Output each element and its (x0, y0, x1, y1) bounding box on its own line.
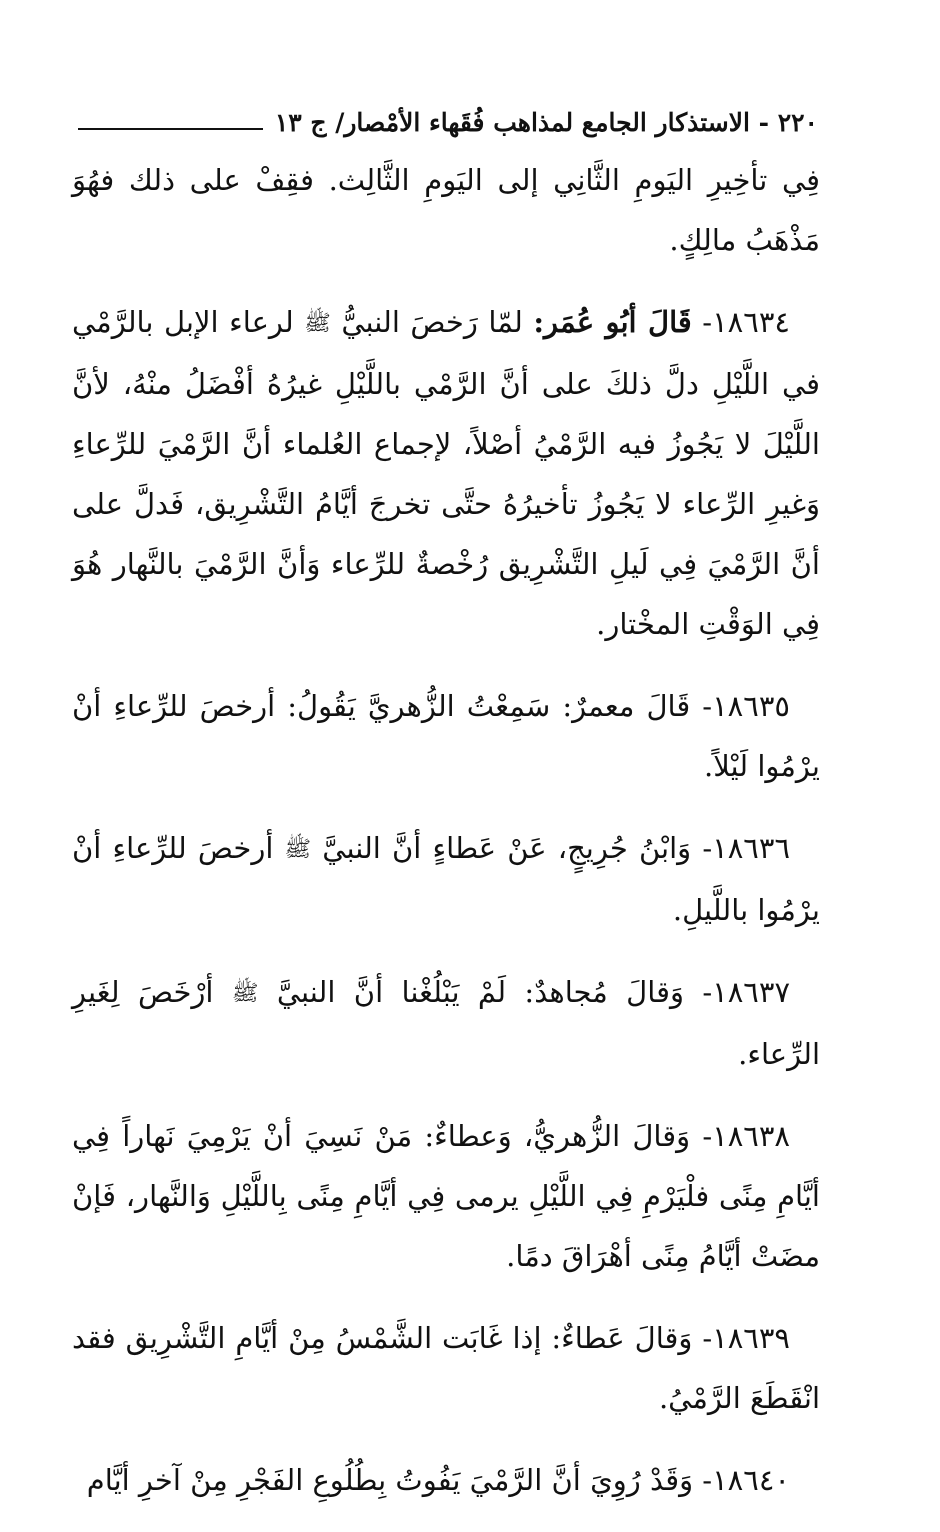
salutation-glyph: ﷺ (284, 837, 312, 862)
paragraph-text: وَابْنُ جُرِيجٍ، عَنْ عَطاءٍ أنَّ النبيَّ (322, 831, 692, 865)
paragraph-18637 (72, 962, 820, 1084)
header-rule (78, 128, 263, 130)
paragraph-text: وَقَدْ رُوِيَ أنَّ الرَّمْيَ يَفُوتُ بِطُلُوعِ الفَجْرِ مِنْ آخرِ أيَّام (86, 1463, 694, 1497)
paragraph-continuation (72, 150, 820, 270)
paragraph-number: ١٨٦٣٨- (702, 1119, 791, 1153)
salutation-glyph: ﷺ (304, 311, 331, 336)
running-title: ٢٢٠ - الاستذكار الجامع لمذاهب فُقَهاء الأمْصار/ ج ١٣ (274, 108, 818, 137)
paragraph-text: وَقالَ الزُّهريُّ، وَعطاءٌ: مَنْ نَسِيَ أنْ يَرْمِيَ نَهاراً فِي أيَّامِ مِنًى فلْيَرْمِ فِي اللَّيْلِ يرمى فِي أيَّامِ مِنًى بِاللَّيْلِ وَالنَّهار، فَإنْ مضَتْ أيَّامُ مِنًى أهْرَاقَ دمًا. (72, 1119, 820, 1273)
paragraph-number: ١٨٦٤٠- (702, 1463, 790, 1497)
paragraph-18635 (72, 676, 820, 796)
paragraph-18634 (72, 292, 820, 654)
paragraph-number: ١٨٦٣٦- (702, 831, 791, 865)
paragraph-18636 (72, 818, 820, 940)
paragraph-number: ١٨٦٣٤- (702, 305, 790, 339)
paragraph-18640 (72, 1450, 820, 1510)
paragraph-text: أرْخَصَ لِغَيرِ الرِّعاء. (72, 975, 820, 1071)
paragraph-text: لمّا رَخصَ النبيُّ (341, 305, 523, 339)
body-text (72, 150, 820, 1532)
paragraph-18639 (72, 1308, 820, 1428)
paragraph-text: قَالَ معمرٌ: سَمِعْتُ الزُّهريَّ يَقُولُ: أرخصَ للرِّعاءِ أنْ يرْمُوا لَيْلاً. (72, 689, 820, 783)
paragraph-text: فِي تأخِيرِ اليَومِ الثَّانِي إلى اليَومِ الثَّالِث. فقِفْ على ذلك فهُوَ مَذْهَبُ مالِكٍ. (72, 163, 820, 257)
paragraph-number: ١٨٦٣٧- (702, 975, 791, 1009)
running-header (78, 96, 818, 144)
salutation-glyph: ﷺ (231, 981, 259, 1006)
paragraph-text: لرعاء الإبل بالرَّمْي في اللَّيْلِ دلَّ ذلكَ على أنَّ الرَّمْي باللَّيْلِ غيرُهُ أفْضَلُ منْهُ، لأنَّ اللَّيْلَ لا يَجُوزُ فيه الرَّمْيُ أصْلاً، لإجماع العُلماء أنَّ الرَّمْيَ للرِّعاءِ وَغيرِ الرِّعاء لا يَجُوزُ تأخيرُهُ حتَّى تخرجَ أيَّامُ التَّشْرِيق، فَدلَّ على أنَّ الرَّمْيَ فِي لَيلِ التَّشْرِيق رُخْصةٌ للرِّعاء وَأنَّ الرَّمْيَ بالنَّهار هُوَ فِي الوَقْتِ المخْتار. (72, 305, 820, 641)
speaker-label: قَالَ أبُو عُمَر: (533, 305, 692, 339)
paragraph-text: أرخصَ للرِّعاءِ أنْ يرْمُوا باللَّيلِ. (72, 831, 820, 927)
paragraph-18638 (72, 1106, 820, 1286)
paragraph-text: وَقالَ مُجاهدٌ: لَمْ يَبْلُغْنا أنَّ النبيَّ (276, 975, 684, 1009)
paragraph-text: وَقالَ عَطاءٌ: إذا غَابَت الشَّمْسُ مِنْ أيَّامِ التَّشْرِيق فقد انْقَطَعَ الرَّمْيُ. (72, 1321, 820, 1415)
paragraph-number: ١٨٦٣٥- (702, 689, 790, 723)
paragraph-number: ١٨٦٣٩- (702, 1321, 791, 1355)
